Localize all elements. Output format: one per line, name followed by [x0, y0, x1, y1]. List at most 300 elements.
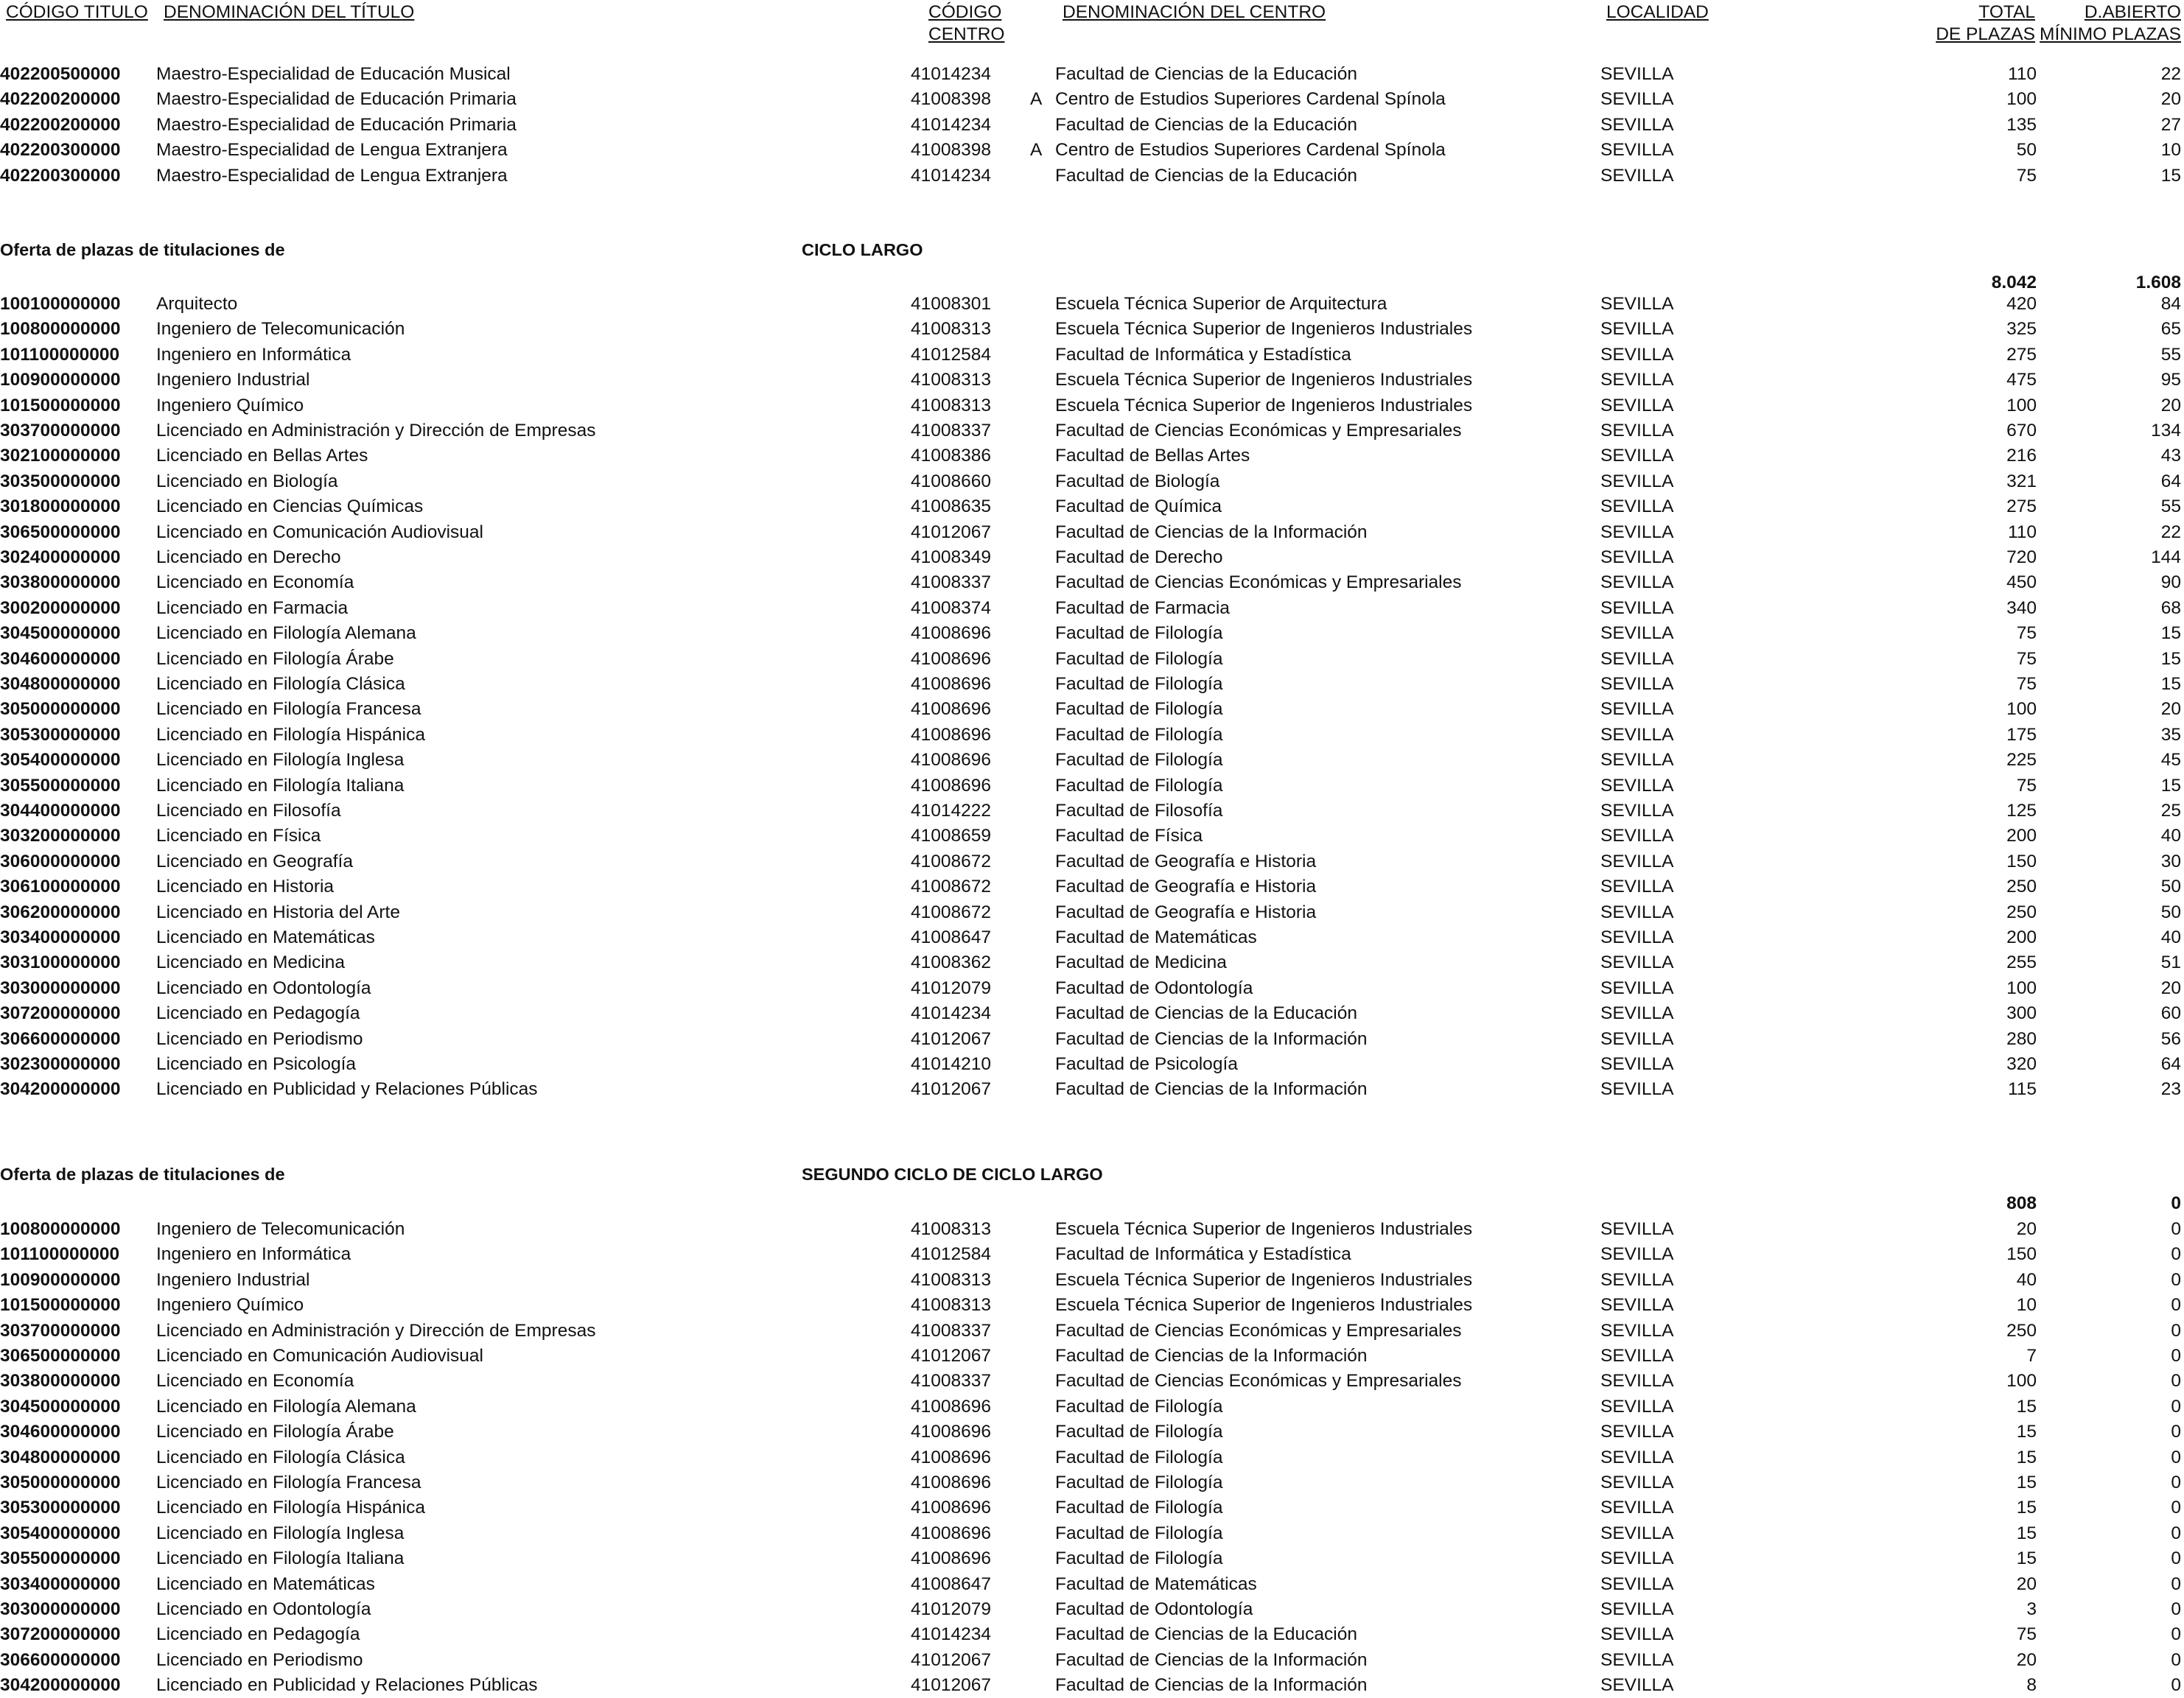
minimo-plazas: 90: [2160, 572, 2181, 592]
table-row: [0, 874, 2184, 899]
total-plazas: 75: [2016, 776, 2037, 796]
titulo-code: 304400000000: [0, 801, 121, 821]
table-row: [0, 570, 2184, 595]
titulo-name: Licenciado en Filología Francesa: [156, 699, 421, 719]
minimo-plazas: 23: [2160, 1079, 2181, 1099]
localidad: SEVILLA: [1600, 319, 1674, 339]
localidad: SEVILLA: [1600, 978, 1674, 998]
titulo-code: 304600000000: [0, 1422, 121, 1442]
table-row: [0, 87, 2184, 112]
localidad: SEVILLA: [1600, 1397, 1674, 1417]
header-denominacion-centro: DENOMINACIÓN DEL CENTRO: [1063, 2, 1326, 22]
minimo-plazas: 15: [2160, 649, 2181, 669]
total-plazas: 216: [2006, 446, 2037, 466]
centro-code: 41008301: [911, 294, 992, 314]
total-plazas: 3: [2026, 1599, 2037, 1619]
titulo-name: Maestro-Especialidad de Lengua Extranjera: [156, 140, 508, 160]
titulo-code: 305400000000: [0, 750, 121, 770]
centro-code: 41008696: [911, 725, 992, 745]
localidad: SEVILLA: [1600, 1270, 1674, 1290]
titulo-code: 100900000000: [0, 1270, 121, 1290]
titulo-code: 304200000000: [0, 1675, 121, 1695]
total-plazas: 150: [2006, 852, 2037, 871]
titulo-name: Maestro-Especialidad de Educación Musical: [156, 64, 511, 84]
header-codigo-centro: CÓDIGO CENTRO: [928, 2, 1005, 44]
titulo-code: 302400000000: [0, 547, 121, 567]
titulo-name: Maestro-Especialidad de Educación Primaria: [156, 115, 517, 135]
localidad: SEVILLA: [1600, 1295, 1674, 1315]
localidad: SEVILLA: [1600, 1054, 1674, 1074]
titulo-name: Licenciado en Farmacia: [156, 598, 349, 618]
table-row: [0, 62, 2184, 87]
centro-name: Facultad de Informática y Estadística: [1055, 345, 1351, 365]
centro-name: Facultad de Ciencias de la Educación: [1055, 115, 1357, 135]
minimo-plazas: 0: [2171, 1523, 2181, 1543]
titulo-code: 304500000000: [0, 623, 121, 643]
titulo-name: Licenciado en Periodismo: [156, 1650, 363, 1670]
titulo-code: 303700000000: [0, 1321, 121, 1341]
titulo-code: 304600000000: [0, 649, 121, 669]
table-row: [0, 596, 2184, 621]
titulo-code: 306600000000: [0, 1029, 121, 1049]
total-plazas: 200: [2006, 826, 2037, 846]
titulo-name: Arquitecto: [156, 294, 238, 314]
localidad: SEVILLA: [1600, 877, 1674, 897]
titulo-name: Ingeniero de Telecomunicación: [156, 1219, 405, 1239]
localidad: SEVILLA: [1600, 1574, 1674, 1594]
titulo-name: Licenciado en Historia: [156, 877, 335, 897]
titulo-code: 101100000000: [0, 1244, 120, 1264]
titulo-code: 100100000000: [0, 294, 121, 314]
titulo-name: Licenciado en Medicina: [156, 953, 346, 972]
minimo-plazas: 0: [2171, 1295, 2181, 1315]
table-row: [0, 1217, 2184, 1242]
minimo-plazas: 35: [2160, 725, 2181, 745]
titulo-code: 304800000000: [0, 674, 121, 694]
titulo-name: Licenciado en Ciencias Químicas: [156, 497, 424, 516]
table-row: [0, 621, 2184, 646]
localidad: SEVILLA: [1600, 1371, 1674, 1391]
header-localidad: LOCALIDAD: [1606, 2, 1709, 22]
titulo-code: 100900000000: [0, 370, 121, 390]
minimo-plazas: 84: [2160, 294, 2181, 314]
titulo-name: Licenciado en Bellas Artes: [156, 446, 368, 466]
titulo-code: 303700000000: [0, 421, 121, 441]
localidad: SEVILLA: [1600, 1448, 1674, 1467]
titulo-code: 402200500000: [0, 64, 121, 84]
centro-name: Facultad de Química: [1055, 497, 1222, 516]
centro-code: 41008647: [911, 1574, 992, 1594]
centro-code: 41008386: [911, 446, 992, 466]
table-row: [0, 418, 2184, 443]
table-row: [0, 469, 2184, 494]
total-plazas: 150: [2006, 1244, 2037, 1264]
minimo-plazas: 0: [2171, 1244, 2181, 1264]
titulo-name: Licenciado en Filología Alemana: [156, 623, 416, 643]
minimo-plazas: 55: [2160, 345, 2181, 365]
total-plazas: 250: [2006, 1321, 2037, 1341]
localidad: SEVILLA: [1600, 1003, 1674, 1023]
table-row: [0, 443, 2184, 469]
section-total-segundo-ciclo: 808: [2006, 1193, 2037, 1213]
minimo-plazas: 15: [2160, 776, 2181, 796]
titulo-name: Licenciado en Pedagogía: [156, 1624, 360, 1644]
total-plazas: 15: [2016, 1448, 2037, 1467]
table-row: [0, 292, 2184, 317]
localidad: SEVILLA: [1600, 1498, 1674, 1518]
centro-code: 41008337: [911, 1321, 992, 1341]
centro-code: 41008349: [911, 547, 992, 567]
centro-code: 41012079: [911, 978, 992, 998]
centro-code: 41008696: [911, 1498, 992, 1518]
centro-code: 41008696: [911, 750, 992, 770]
centro-name: Facultad de Filología: [1055, 725, 1223, 745]
table-row: [0, 317, 2184, 342]
localidad: SEVILLA: [1600, 370, 1674, 390]
minimo-plazas: 10: [2160, 140, 2181, 160]
centro-code: 41014234: [911, 1624, 992, 1644]
total-plazas: 321: [2006, 471, 2037, 491]
titulo-name: Licenciado en Filología Francesa: [156, 1473, 421, 1492]
table-row: [0, 1470, 2184, 1495]
table-row: [0, 900, 2184, 925]
minimo-plazas: 64: [2160, 471, 2181, 491]
centro-code: 41008398: [911, 89, 992, 109]
minimo-plazas: 50: [2160, 877, 2181, 897]
total-plazas: 340: [2006, 598, 2037, 618]
centro-name: Escuela Técnica Superior de Ingenieros Industriales: [1055, 1295, 1473, 1315]
total-plazas: 175: [2006, 725, 2037, 745]
localidad: SEVILLA: [1600, 1219, 1674, 1239]
minimo-plazas: 40: [2160, 927, 2181, 947]
minimo-plazas: 22: [2160, 64, 2181, 84]
titulo-name: Licenciado en Psicología: [156, 1054, 357, 1074]
titulo-name: Licenciado en Matemáticas: [156, 1574, 375, 1594]
localidad: SEVILLA: [1600, 1321, 1674, 1341]
minimo-plazas: 56: [2160, 1029, 2181, 1049]
centro-name: Facultad de Ciencias de la Información: [1055, 1675, 1368, 1695]
centro-code: 41014234: [911, 166, 992, 186]
table-row: [0, 849, 2184, 874]
centro-name: Facultad de Ciencias de la Información: [1055, 1029, 1368, 1049]
minimo-plazas: 0: [2171, 1599, 2181, 1619]
table-row: [0, 925, 2184, 950]
minimo-plazas: 15: [2160, 623, 2181, 643]
total-plazas: 110: [2007, 522, 2037, 542]
minimo-plazas: 0: [2171, 1548, 2181, 1568]
minimo-plazas: 30: [2160, 852, 2181, 871]
minimo-plazas: 22: [2160, 522, 2181, 542]
localidad: SEVILLA: [1600, 801, 1674, 821]
minimo-plazas: 20: [2160, 396, 2181, 415]
titulo-name: Licenciado en Filología Clásica: [156, 1448, 405, 1467]
localidad: SEVILLA: [1600, 1650, 1674, 1670]
centro-code: 41008696: [911, 1473, 992, 1492]
table-row: [0, 1394, 2184, 1420]
minimo-plazas: 0: [2171, 1624, 2181, 1644]
titulo-code: 304200000000: [0, 1079, 121, 1099]
centro-code: 41012079: [911, 1599, 992, 1619]
titulo-name: Licenciado en Publicidad y Relaciones Públicas: [156, 1675, 538, 1695]
total-plazas: 325: [2006, 319, 2037, 339]
table-row: [0, 1268, 2184, 1293]
table-row: [0, 976, 2184, 1001]
titulo-code: 306000000000: [0, 852, 121, 871]
titulo-code: 305500000000: [0, 776, 121, 796]
titulo-name: Licenciado en Filología Clásica: [156, 674, 405, 694]
centro-code: 41012584: [911, 345, 992, 365]
total-plazas: 100: [2006, 89, 2037, 109]
titulo-code: 303200000000: [0, 826, 121, 846]
titulo-code: 402200200000: [0, 115, 121, 135]
localidad: SEVILLA: [1600, 166, 1674, 186]
centro-code: 41012067: [911, 1346, 992, 1366]
titulo-name: Licenciado en Geografía: [156, 852, 353, 871]
localidad: SEVILLA: [1600, 1548, 1674, 1568]
section-type-ciclo-largo: CICLO LARGO: [802, 240, 923, 259]
minimo-plazas: 0: [2171, 1346, 2181, 1366]
minimo-plazas: 0: [2171, 1574, 2181, 1594]
centro-code: 41008696: [911, 623, 992, 643]
centro-name: Facultad de Filosofía: [1055, 801, 1223, 821]
titulo-name: Maestro-Especialidad de Lengua Extranjera: [156, 166, 508, 186]
titulo-code: 100800000000: [0, 319, 121, 339]
centro-code: 41008313: [911, 370, 992, 390]
minimo-plazas: 0: [2171, 1448, 2181, 1467]
section-total-ciclo-largo: 8.042: [1991, 273, 2037, 292]
total-plazas: 75: [2016, 649, 2037, 669]
titulo-name: Ingeniero Industrial: [156, 370, 310, 390]
total-plazas: 135: [2006, 115, 2037, 135]
localidad: SEVILLA: [1600, 953, 1674, 972]
titulo-name: Licenciado en Administración y Dirección de Empresas: [156, 1321, 596, 1341]
header-denominacion-titulo: DENOMINACIÓN DEL TÍTULO: [164, 2, 415, 22]
localidad: SEVILLA: [1600, 1473, 1674, 1492]
centro-code: 41008660: [911, 471, 992, 491]
total-plazas: 20: [2016, 1650, 2037, 1670]
minimo-plazas: 0: [2171, 1498, 2181, 1518]
centro-name: Facultad de Biología: [1055, 471, 1220, 491]
centro-name: Facultad de Filología: [1055, 674, 1223, 694]
centro-name: Facultad de Ciencias de la Información: [1055, 1079, 1368, 1099]
table-row: [0, 672, 2184, 697]
minimo-plazas: 95: [2160, 370, 2181, 390]
table-row: [0, 1369, 2184, 1394]
table-row: [0, 1420, 2184, 1445]
centro-name: Facultad de Filología: [1055, 699, 1223, 719]
centro-code: 41008696: [911, 674, 992, 694]
minimo-plazas: 55: [2160, 497, 2181, 516]
centro-name: Escuela Técnica Superior de Ingenieros Industriales: [1055, 1219, 1473, 1239]
localidad: SEVILLA: [1600, 725, 1674, 745]
centro-code: 41008313: [911, 396, 992, 415]
table-row: [0, 1648, 2184, 1673]
centro-name: Facultad de Ciencias Económicas y Empresariales: [1055, 421, 1462, 441]
localidad: SEVILLA: [1600, 598, 1674, 618]
localidad: SEVILLA: [1600, 421, 1674, 441]
titulo-code: 305000000000: [0, 1473, 121, 1492]
centro-name: Facultad de Ciencias de la Educación: [1055, 1003, 1357, 1023]
total-plazas: 20: [2016, 1574, 2037, 1594]
centro-code: 41008696: [911, 1523, 992, 1543]
localidad: SEVILLA: [1600, 1079, 1674, 1099]
titulo-code: 305400000000: [0, 1523, 121, 1543]
titulo-code: 303100000000: [0, 953, 121, 972]
table-row: [0, 1001, 2184, 1026]
titulo-name: Licenciado en Derecho: [156, 547, 341, 567]
total-plazas: 670: [2006, 421, 2037, 441]
titulo-name: Licenciado en Filología Árabe: [156, 1422, 394, 1442]
localidad: SEVILLA: [1600, 852, 1674, 871]
titulo-code: 100800000000: [0, 1219, 121, 1239]
table-row: [0, 393, 2184, 418]
total-plazas: 420: [2006, 294, 2037, 314]
table-row: [0, 1572, 2184, 1597]
total-plazas: 275: [2006, 497, 2037, 516]
total-plazas: 255: [2006, 953, 2037, 972]
total-plazas: 200: [2006, 927, 2037, 947]
centro-code: 41008696: [911, 699, 992, 719]
centro-name: Facultad de Bellas Artes: [1055, 446, 1250, 466]
table-row: [0, 1077, 2184, 1102]
centro-code: 41008374: [911, 598, 992, 618]
centro-name: Facultad de Informática y Estadística: [1055, 1244, 1351, 1264]
total-plazas: 250: [2006, 902, 2037, 922]
centro-mark: A: [1030, 140, 1043, 160]
minimo-plazas: 43: [2160, 446, 2181, 466]
minimo-plazas: 0: [2171, 1397, 2181, 1417]
total-plazas: 15: [2016, 1473, 2037, 1492]
centro-code: 41008696: [911, 776, 992, 796]
total-plazas: 100: [2006, 396, 2037, 415]
centro-code: 41012067: [911, 1675, 992, 1695]
centro-code: 41008696: [911, 1397, 992, 1417]
centro-mark: A: [1030, 89, 1043, 109]
centro-name: Facultad de Farmacia: [1055, 598, 1230, 618]
titulo-code: 402200300000: [0, 166, 121, 186]
table-row: [0, 773, 2184, 799]
titulo-name: Licenciado en Economía: [156, 572, 354, 592]
centro-code: 41014234: [911, 1003, 992, 1023]
total-plazas: 8: [2026, 1675, 2037, 1695]
titulo-name: Licenciado en Filología Inglesa: [156, 750, 405, 770]
centro-name: Centro de Estudios Superiores Cardenal Spínola: [1055, 140, 1446, 160]
minimo-plazas: 0: [2171, 1321, 2181, 1341]
total-plazas: 75: [2016, 1624, 2037, 1644]
table-row: [0, 824, 2184, 849]
titulo-code: 305500000000: [0, 1548, 121, 1568]
table-row: [0, 1546, 2184, 1571]
centro-name: Facultad de Filología: [1055, 776, 1223, 796]
total-plazas: 15: [2016, 1397, 2037, 1417]
localidad: SEVILLA: [1600, 396, 1674, 415]
titulo-code: 307200000000: [0, 1624, 121, 1644]
centro-name: Facultad de Matemáticas: [1055, 1574, 1257, 1594]
centro-code: 41014222: [911, 801, 992, 821]
localidad: SEVILLA: [1600, 1244, 1674, 1264]
titulo-name: Licenciado en Comunicación Audiovisual: [156, 1346, 484, 1366]
titulo-name: Licenciado en Filología Italiana: [156, 1548, 405, 1568]
centro-code: 41008398: [911, 140, 992, 160]
titulo-code: 101500000000: [0, 396, 121, 415]
total-plazas: 300: [2006, 1003, 2037, 1023]
total-plazas: 50: [2016, 140, 2037, 160]
titulo-name: Licenciado en Odontología: [156, 978, 371, 998]
centro-name: Facultad de Psicología: [1055, 1054, 1238, 1074]
localidad: SEVILLA: [1600, 674, 1674, 694]
centro-code: 41008672: [911, 852, 992, 871]
minimo-plazas: 65: [2160, 319, 2181, 339]
table-row: [0, 1242, 2184, 1267]
titulo-code: 402200300000: [0, 140, 121, 160]
table-row: [0, 1445, 2184, 1470]
centro-name: Escuela Técnica Superior de Ingenieros Industriales: [1055, 319, 1473, 339]
total-plazas: 110: [2007, 64, 2037, 84]
centro-code: 41008313: [911, 1219, 992, 1239]
centro-code: 41008313: [911, 319, 992, 339]
total-plazas: 100: [2006, 699, 2037, 719]
total-plazas: 115: [2007, 1079, 2037, 1099]
total-plazas: 15: [2016, 1548, 2037, 1568]
minimo-plazas: 20: [2160, 699, 2181, 719]
titulo-name: Licenciado en Odontología: [156, 1599, 371, 1619]
table-row: [0, 748, 2184, 773]
minimo-plazas: 144: [2151, 547, 2181, 567]
titulo-name: Licenciado en Filología Hispánica: [156, 725, 425, 745]
table-row: [0, 1319, 2184, 1344]
centro-name: Facultad de Filología: [1055, 1422, 1223, 1442]
titulo-name: Ingeniero Químico: [156, 396, 304, 415]
titulo-name: Licenciado en Matemáticas: [156, 927, 375, 947]
titulo-code: 306100000000: [0, 877, 121, 897]
localidad: SEVILLA: [1600, 1675, 1674, 1695]
localidad: SEVILLA: [1600, 902, 1674, 922]
centro-name: Facultad de Ciencias de la Educación: [1055, 1624, 1357, 1644]
centro-code: 41008672: [911, 877, 992, 897]
centro-name: Escuela Técnica Superior de Arquitectura: [1055, 294, 1387, 314]
localidad: SEVILLA: [1600, 776, 1674, 796]
table-row: [0, 1597, 2184, 1622]
titulo-code: 306200000000: [0, 902, 121, 922]
header-total-plazas: TOTAL DE PLAZAS: [1936, 2, 2035, 44]
minimo-plazas: 15: [2160, 166, 2181, 186]
minimo-plazas: 134: [2151, 421, 2181, 441]
titulo-name: Licenciado en Periodismo: [156, 1029, 363, 1049]
titulo-code: 303000000000: [0, 1599, 121, 1619]
centro-code: 41008672: [911, 902, 992, 922]
localidad: SEVILLA: [1600, 345, 1674, 365]
total-plazas: 75: [2016, 623, 2037, 643]
total-plazas: 100: [2006, 1371, 2037, 1391]
centro-code: 41012067: [911, 1029, 992, 1049]
localidad: SEVILLA: [1600, 446, 1674, 466]
minimo-plazas: 64: [2160, 1054, 2181, 1074]
minimo-plazas: 20: [2160, 978, 2181, 998]
table-row: [0, 1293, 2184, 1318]
localidad: SEVILLA: [1600, 826, 1674, 846]
centro-name: Escuela Técnica Superior de Ingenieros Industriales: [1055, 370, 1473, 390]
minimo-plazas: 68: [2160, 598, 2181, 618]
centro-code: 41008659: [911, 826, 992, 846]
minimo-plazas: 15: [2160, 674, 2181, 694]
table-row: [0, 697, 2184, 722]
centro-code: 41008696: [911, 1448, 992, 1467]
centro-name: Facultad de Matemáticas: [1055, 927, 1257, 947]
titulo-name: Licenciado en Historia del Arte: [156, 902, 400, 922]
titulo-code: 306500000000: [0, 522, 121, 542]
centro-name: Facultad de Geografía e Historia: [1055, 902, 1317, 922]
centro-name: Escuela Técnica Superior de Ingenieros Industriales: [1055, 396, 1473, 415]
